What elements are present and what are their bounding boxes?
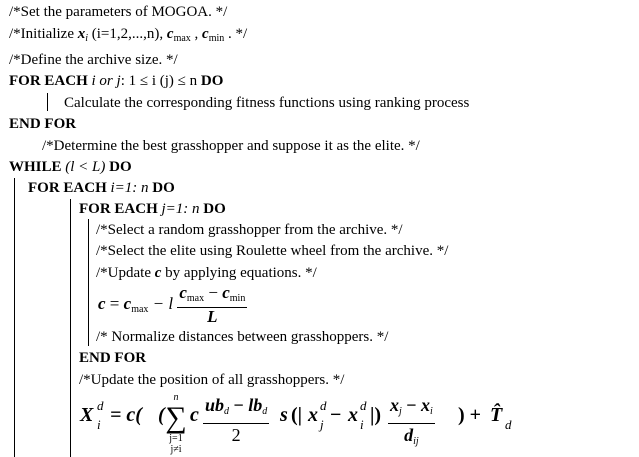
comment-select-random xyxy=(96,221,403,239)
eq2-fx1: x xyxy=(390,395,399,415)
eq2-fx1-sub: j xyxy=(399,406,402,417)
statement-text: Calculate the corresponding fitness functions using ranking process xyxy=(64,95,470,111)
comment-text: /*Initialize xyxy=(9,26,78,42)
keyword-end-for: END FOR xyxy=(79,350,147,366)
eq1-num-max: max xyxy=(186,293,205,304)
eq2-paren: ( xyxy=(158,404,165,426)
comma: , xyxy=(190,26,203,42)
comment-normalize xyxy=(96,328,388,346)
eq2-xi-sup: d xyxy=(360,398,367,413)
eq2-frac-bounds xyxy=(203,394,269,446)
end-for-1 xyxy=(9,115,76,133)
comment-set-parameters xyxy=(9,3,227,21)
keyword-for-each: FOR EACH xyxy=(28,180,107,196)
sub-min: min xyxy=(208,33,225,44)
eq2-xi-sub: i xyxy=(360,417,364,432)
var-x-sub: i xyxy=(85,33,89,44)
comment-archive-size xyxy=(9,51,178,69)
comment-update-c xyxy=(96,264,317,282)
eq2-X: X xyxy=(80,404,94,426)
comment-update-position xyxy=(79,371,344,389)
eq1-max: max xyxy=(131,303,149,315)
comment-text: /*Determine the best grasshopper and suppose it as the elite. */ xyxy=(42,138,420,154)
var-c: c xyxy=(154,265,162,281)
eq2-dist-den xyxy=(388,424,435,453)
eq2-c: c xyxy=(190,404,199,426)
eq1-minus-l: − l xyxy=(148,293,178,313)
loop-vars: i or j xyxy=(87,73,121,89)
for-each-j xyxy=(79,200,226,218)
eq2-s: s xyxy=(280,404,288,426)
comment-text: /*Update xyxy=(96,265,155,281)
for-block-bar-1 xyxy=(47,93,48,111)
loop-cond: i=1: n xyxy=(106,180,153,196)
eq2-lb: lb xyxy=(248,395,263,415)
comment-text: /*Select the elite using Roulette wheel from the archive. */ xyxy=(96,243,449,259)
while-loop xyxy=(9,158,132,176)
sub-max: max xyxy=(173,33,191,44)
keyword-do: DO xyxy=(203,201,226,217)
eq1-denominator: L xyxy=(207,307,218,326)
eq1-c: c xyxy=(123,293,132,313)
var-c-max: c xyxy=(166,26,174,42)
range-text: (i=1,2,...,n), xyxy=(88,26,167,42)
keyword-for-each: FOR EACH xyxy=(79,201,158,217)
sum-symbol: ∑ xyxy=(165,401,187,434)
eq2-abs-open: (| xyxy=(291,404,303,426)
loop-cond: j=1: n xyxy=(157,201,204,217)
sum-top: n xyxy=(173,392,179,403)
for-each-ij xyxy=(9,72,223,90)
eq2-eq: = c( xyxy=(110,404,142,426)
eq2-frac-dist xyxy=(388,394,435,453)
comment-end: . */ xyxy=(224,26,248,42)
equation-position-update xyxy=(80,392,635,455)
eq2-fx2: x xyxy=(421,395,431,415)
eq1-numerator xyxy=(177,284,247,308)
eq1-fraction xyxy=(177,284,247,326)
while-block-bar xyxy=(14,178,15,457)
eq2-minus: − xyxy=(330,404,342,426)
eq2-fx2-sub: i xyxy=(430,406,433,417)
eq1-eq: = xyxy=(105,293,124,313)
comment-text: /*Set the parameters of MOGOA. */ xyxy=(9,4,228,20)
comment-text: /* Normalize distances between grasshoppers. */ xyxy=(96,329,389,345)
eq2-num-minus: − xyxy=(229,395,249,415)
for-each-i xyxy=(28,179,175,197)
keyword-end-for: END FOR xyxy=(9,116,77,132)
keyword-for-each: FOR EACH xyxy=(9,73,88,89)
eq2-T: T̂ xyxy=(490,404,503,426)
eq1-lhs: c xyxy=(98,293,106,313)
eq2-dist-num xyxy=(388,394,435,424)
eq2-summation xyxy=(163,392,189,455)
equation-c-update xyxy=(98,284,247,326)
eq2-T-sub: d xyxy=(505,417,512,432)
eq2-xj: x xyxy=(308,404,318,426)
for-i-block-bar xyxy=(70,199,71,457)
eq2-xi: x xyxy=(348,404,358,426)
sum-bottom-1: j=1 xyxy=(169,433,183,444)
for-j-block-bar xyxy=(88,219,89,346)
loop-cond: : 1 ≤ i (j) ≤ n xyxy=(120,73,201,89)
eq1-num-min: min xyxy=(229,293,246,304)
eq1-num-minus: − xyxy=(204,283,223,302)
comment-text: /*Update the position of all grasshoppers. */ xyxy=(79,372,345,388)
sum-bottom-2: j≠i xyxy=(170,444,182,455)
eq2-lb-sub: d xyxy=(262,406,268,417)
var-c-min: c xyxy=(202,26,209,42)
eq2-frac-num xyxy=(203,394,269,424)
eq2-xj-sub: j xyxy=(320,417,324,432)
while-cond: (l < L) xyxy=(61,159,110,175)
eq2-ub-sub: d xyxy=(224,406,230,417)
comment-best-grasshopper xyxy=(42,137,420,155)
eq2-d: d xyxy=(404,425,414,445)
eq2-fminus: − xyxy=(401,395,422,415)
comment-text: /*Select a random grasshopper from the archive. */ xyxy=(96,222,403,238)
end-for-2 xyxy=(79,349,146,367)
eq1-num-c2: c xyxy=(222,283,230,302)
keyword-while: WHILE xyxy=(9,159,62,175)
eq2-sup-d: d xyxy=(97,398,104,413)
eq2-xj-sup: d xyxy=(320,398,327,413)
var-x: x xyxy=(77,26,86,42)
eq2-frac-den: 2 xyxy=(231,425,241,445)
keyword-do: DO xyxy=(200,73,224,89)
comment-end: by applying equations. */ xyxy=(161,265,317,281)
eq2-abs-close: |) xyxy=(370,404,382,426)
calc-fitness xyxy=(64,94,469,112)
comment-text: /*Define the archive size. */ xyxy=(9,52,178,68)
eq2-d-sub: ij xyxy=(413,436,419,447)
keyword-do: DO xyxy=(109,159,132,175)
keyword-do: DO xyxy=(152,180,175,196)
eq2-ub: ub xyxy=(205,395,225,415)
eq2-sub-i: i xyxy=(97,417,101,432)
comment-initialize xyxy=(9,25,247,48)
eq1-num-c1: c xyxy=(179,283,187,302)
comment-select-elite xyxy=(96,242,448,260)
eq2-close: ) + xyxy=(458,404,482,426)
